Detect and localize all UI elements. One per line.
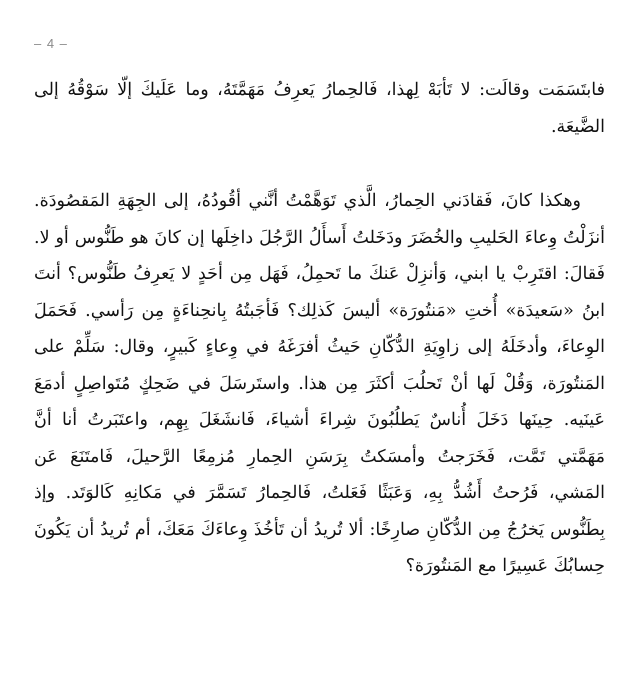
page-number: – 4 – — [34, 36, 68, 51]
body-text — [34, 72, 605, 585]
paragraph-2: وهكذا كانَ، فَقادَني الحِمارُ، الَّذي تَوَهَّمْتُ أنَّني أقُودُهُ، إلى الجِهَةِ المَقصُودَة. أنزَلْتُ وِعاءَ الحَليبِ والخُضَرَ ودَخَلتُ أَسأَلُ الرَّجُلَ داخِلَها إن كانَ هو طَنُّوس أو لا. فَقالَ: اقتَرِبْ يا ابني، وَأنزِلْ عَنكَ ما تَحمِلُ، فَهَل مِن أحَدٍ لا يَعرِفُ طَنُّوس؟ أنتَ ابنُ «سَعيدَة» أُختِ «مَنتُورَة» أليسَ كَذلِك؟ فَأجَبتُهُ بِانحِناءَةٍ مِن رَأسي. فَحَمَلَ الوِعاءَ، وأدخَلَهُ إلى زاوِيَةِ الدُّكّانِ حَيثُ أفرَغَهُ في وِعاءٍ كَبيرٍ، وقال: سَلِّمْ على المَنتُورَة، وَقُلْ لَها أنْ تَحلُبَ أكثَرَ مِن هذا. واستَرسَلَ في ضَحِكٍ مُتَواصِلٍ أدمَعَ عَينَيه. حِينَها دَخَلَ أُناسٌ يَطلُبُونَ شِراءَ أشياءَ، فَانشَغَلَ بِهِم، واعتَبَرتُ أنا أنَّ مَهَمَّتي تَمَّت، فَخَرَجتُ وأمسَكتُ بِرَسَنِ الحِمارِ مُزمِعًا الرَّحيلَ، فَامتَنَعَ عَن المَشي، فَرُحتُ أَشُدُّ بِهِ، وَعَبَثًا فَعَلتُ، فَالحِمارُ تَسَمَّرَ في مَكانِهِ كَالوَتَد. وإذ بِطَنُّوس يَخرُجُ مِن الدُّكّانِ صارِخًا: ألا تُريدُ أن تَأخُذَ وِعاءَكَ مَعَكَ، أم تُريدُ أن يَكُونَ حِسابُكَ عَسِيرًا مع المَنتُورَة؟ — [34, 191, 605, 576]
paragraph-1: فابتَسَمَت وقالَت: لا تَأبَهْ لِهذا، فَالحِمارُ يَعرِفُ مَهَمَّتَهُ، وما عَلَيكَ إلّا سَوْقُهُ إلى الضَّيعَة. — [34, 80, 605, 137]
